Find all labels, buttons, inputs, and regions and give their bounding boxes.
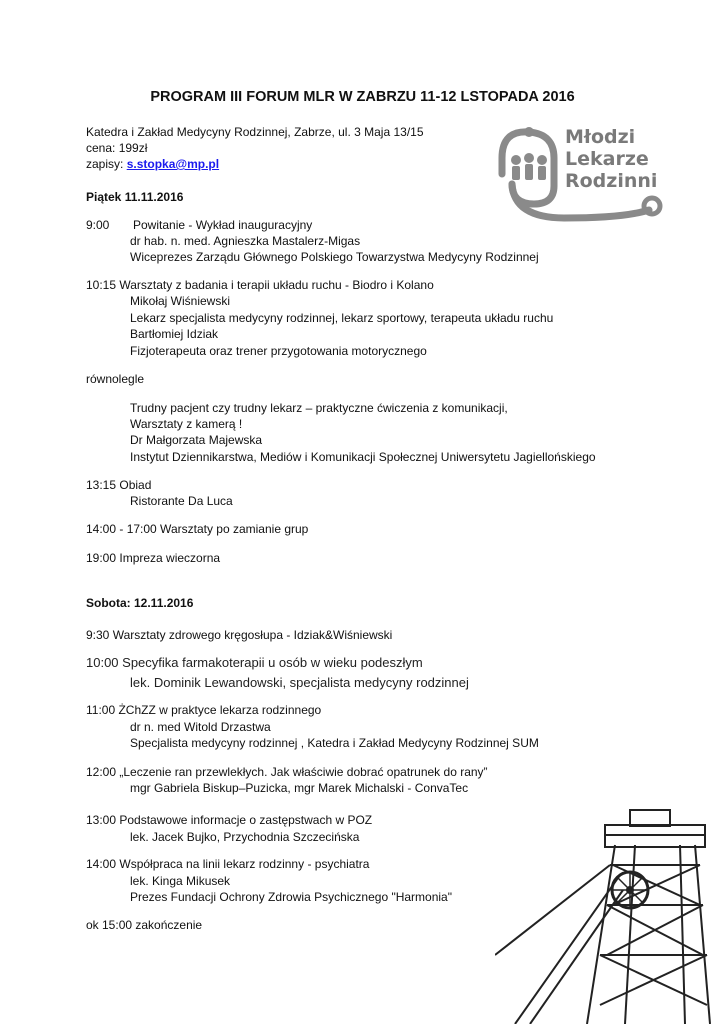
mine-headframe-icon	[495, 805, 725, 1024]
logo-line-1: Młodzi	[565, 126, 636, 148]
sat-s2-speaker: lek. Dominik Lewandowski, specjalista medycyny rodzinnej	[130, 675, 469, 690]
price-text: cena: 199zł	[86, 141, 148, 155]
fri-s6: 19:00 Impreza wieczorna	[86, 551, 221, 565]
logo-line-3: Rodzinni	[565, 170, 658, 192]
fri-s3-title: Trudny pacjent czy trudny lekarz – praktyczne ćwiczenia z komunikacji,	[130, 401, 508, 415]
signup-email-link[interactable]: s.stopka@mp.pl	[126, 157, 220, 171]
page-title: PROGRAM III FORUM MLR W ZABRZU 11-12 LSTOPADA 2016	[150, 89, 575, 105]
fri-s3-affiliation: Instytut Dziennikarstwa, Mediów i Komunikacji Społecznej Uniwersytetu Jagiellońskiego	[130, 450, 596, 464]
fri-s2-speaker-1: Mikołaj Wiśniewski	[130, 294, 231, 308]
mine-tower-illustration	[495, 805, 725, 1024]
venue-text: Katedra i Zakład Medycyny Rodzinnej, Zabrze, ul. 3 Maja 13/15	[86, 125, 424, 139]
sat-s2-title: 10:00 Specyfika farmakoterapii u osób w wieku podeszłym	[86, 655, 423, 670]
friday-heading: Piątek 11.11.2016	[86, 190, 184, 204]
sat-s6-affiliation: Prezes Fundacji Ochrony Zdrowia Psychicznego "Harmonia"	[130, 890, 452, 904]
end-time: ok 15:00 zakończenie	[86, 918, 203, 932]
sat-s5-speaker: lek. Jacek Bujko, Przychodnia Szczecińska	[130, 830, 360, 844]
parallel-label: równolegle	[86, 372, 145, 386]
fri-s1-speaker: dr hab. n. med. Agnieszka Mastalerz-Migas	[130, 234, 361, 248]
sat-s6-title: 14:00 Współpraca na linii lekarz rodzinny - psychiatra	[86, 857, 370, 871]
fri-s4-place: Ristorante Da Luca	[130, 494, 233, 508]
fri-s2-affiliation-1: Lekarz specjalista medycyny rodzinnej, lekarz sportowy, terapeuta układu ruchu	[130, 311, 554, 325]
fri-s2-affiliation-2: Fizjoterapeuta oraz trener przygotowania motorycznego	[130, 344, 427, 358]
sat-s5-title: 13:00 Podstawowe informacje o zastępstwach w POZ	[86, 813, 373, 827]
sat-s6-speaker: lek. Kinga Mikusek	[130, 874, 231, 888]
sat-s3-affiliation: Specjalista medycyny rodzinnej , Katedra i Zakład Medycyny Rodzinnej SUM	[130, 736, 539, 750]
sat-s1: 9:30 Warsztaty zdrowego kręgosłupa - Idziak&Wiśniewski	[86, 628, 393, 642]
logo-line-2: Lekarze	[565, 148, 649, 170]
fri-s5: 14:00 - 17:00 Warsztaty po zamianie grup	[86, 522, 309, 536]
sat-s4-title: 12:00 „Leczenie ran przewlekłych. Jak właściwie dobrać opatrunek do rany”	[86, 765, 488, 779]
fri-s1-time: 9:00	[86, 218, 110, 232]
fri-s1-title: Powitanie - Wykład inauguracyjny	[133, 218, 313, 232]
fri-s1-affiliation: Wiceprezes Zarządu Głównego Polskiego Towarzystwa Medycyny Rodzinnej	[130, 250, 539, 264]
sat-s3-title: 11:00 ŻChZZ w praktyce lekarza rodzinnego	[86, 703, 322, 717]
saturday-heading: Sobota: 12.11.2016	[86, 596, 194, 610]
fri-s3-subtitle: Warsztaty z kamerą !	[130, 417, 243, 431]
fri-s2-speaker-2: Bartłomiej Idziak	[130, 327, 219, 341]
signup-label: zapisy:	[86, 157, 127, 171]
fri-s4-title: 13:15 Obiad	[86, 478, 152, 492]
sat-s3-speaker: dr n. med Witold Drzastwa	[130, 720, 271, 734]
fri-s2-title: 10:15 Warsztaty z badania i terapii układu ruchu - Biodro i Kolano	[86, 278, 434, 292]
signup-row	[86, 157, 219, 171]
fri-s3-speaker: Dr Małgorzata Majewska	[130, 433, 263, 447]
sat-s4-speakers: mgr Gabriela Biskup–Puzicka, mgr Marek Michalski - ConvaTec	[130, 781, 469, 795]
